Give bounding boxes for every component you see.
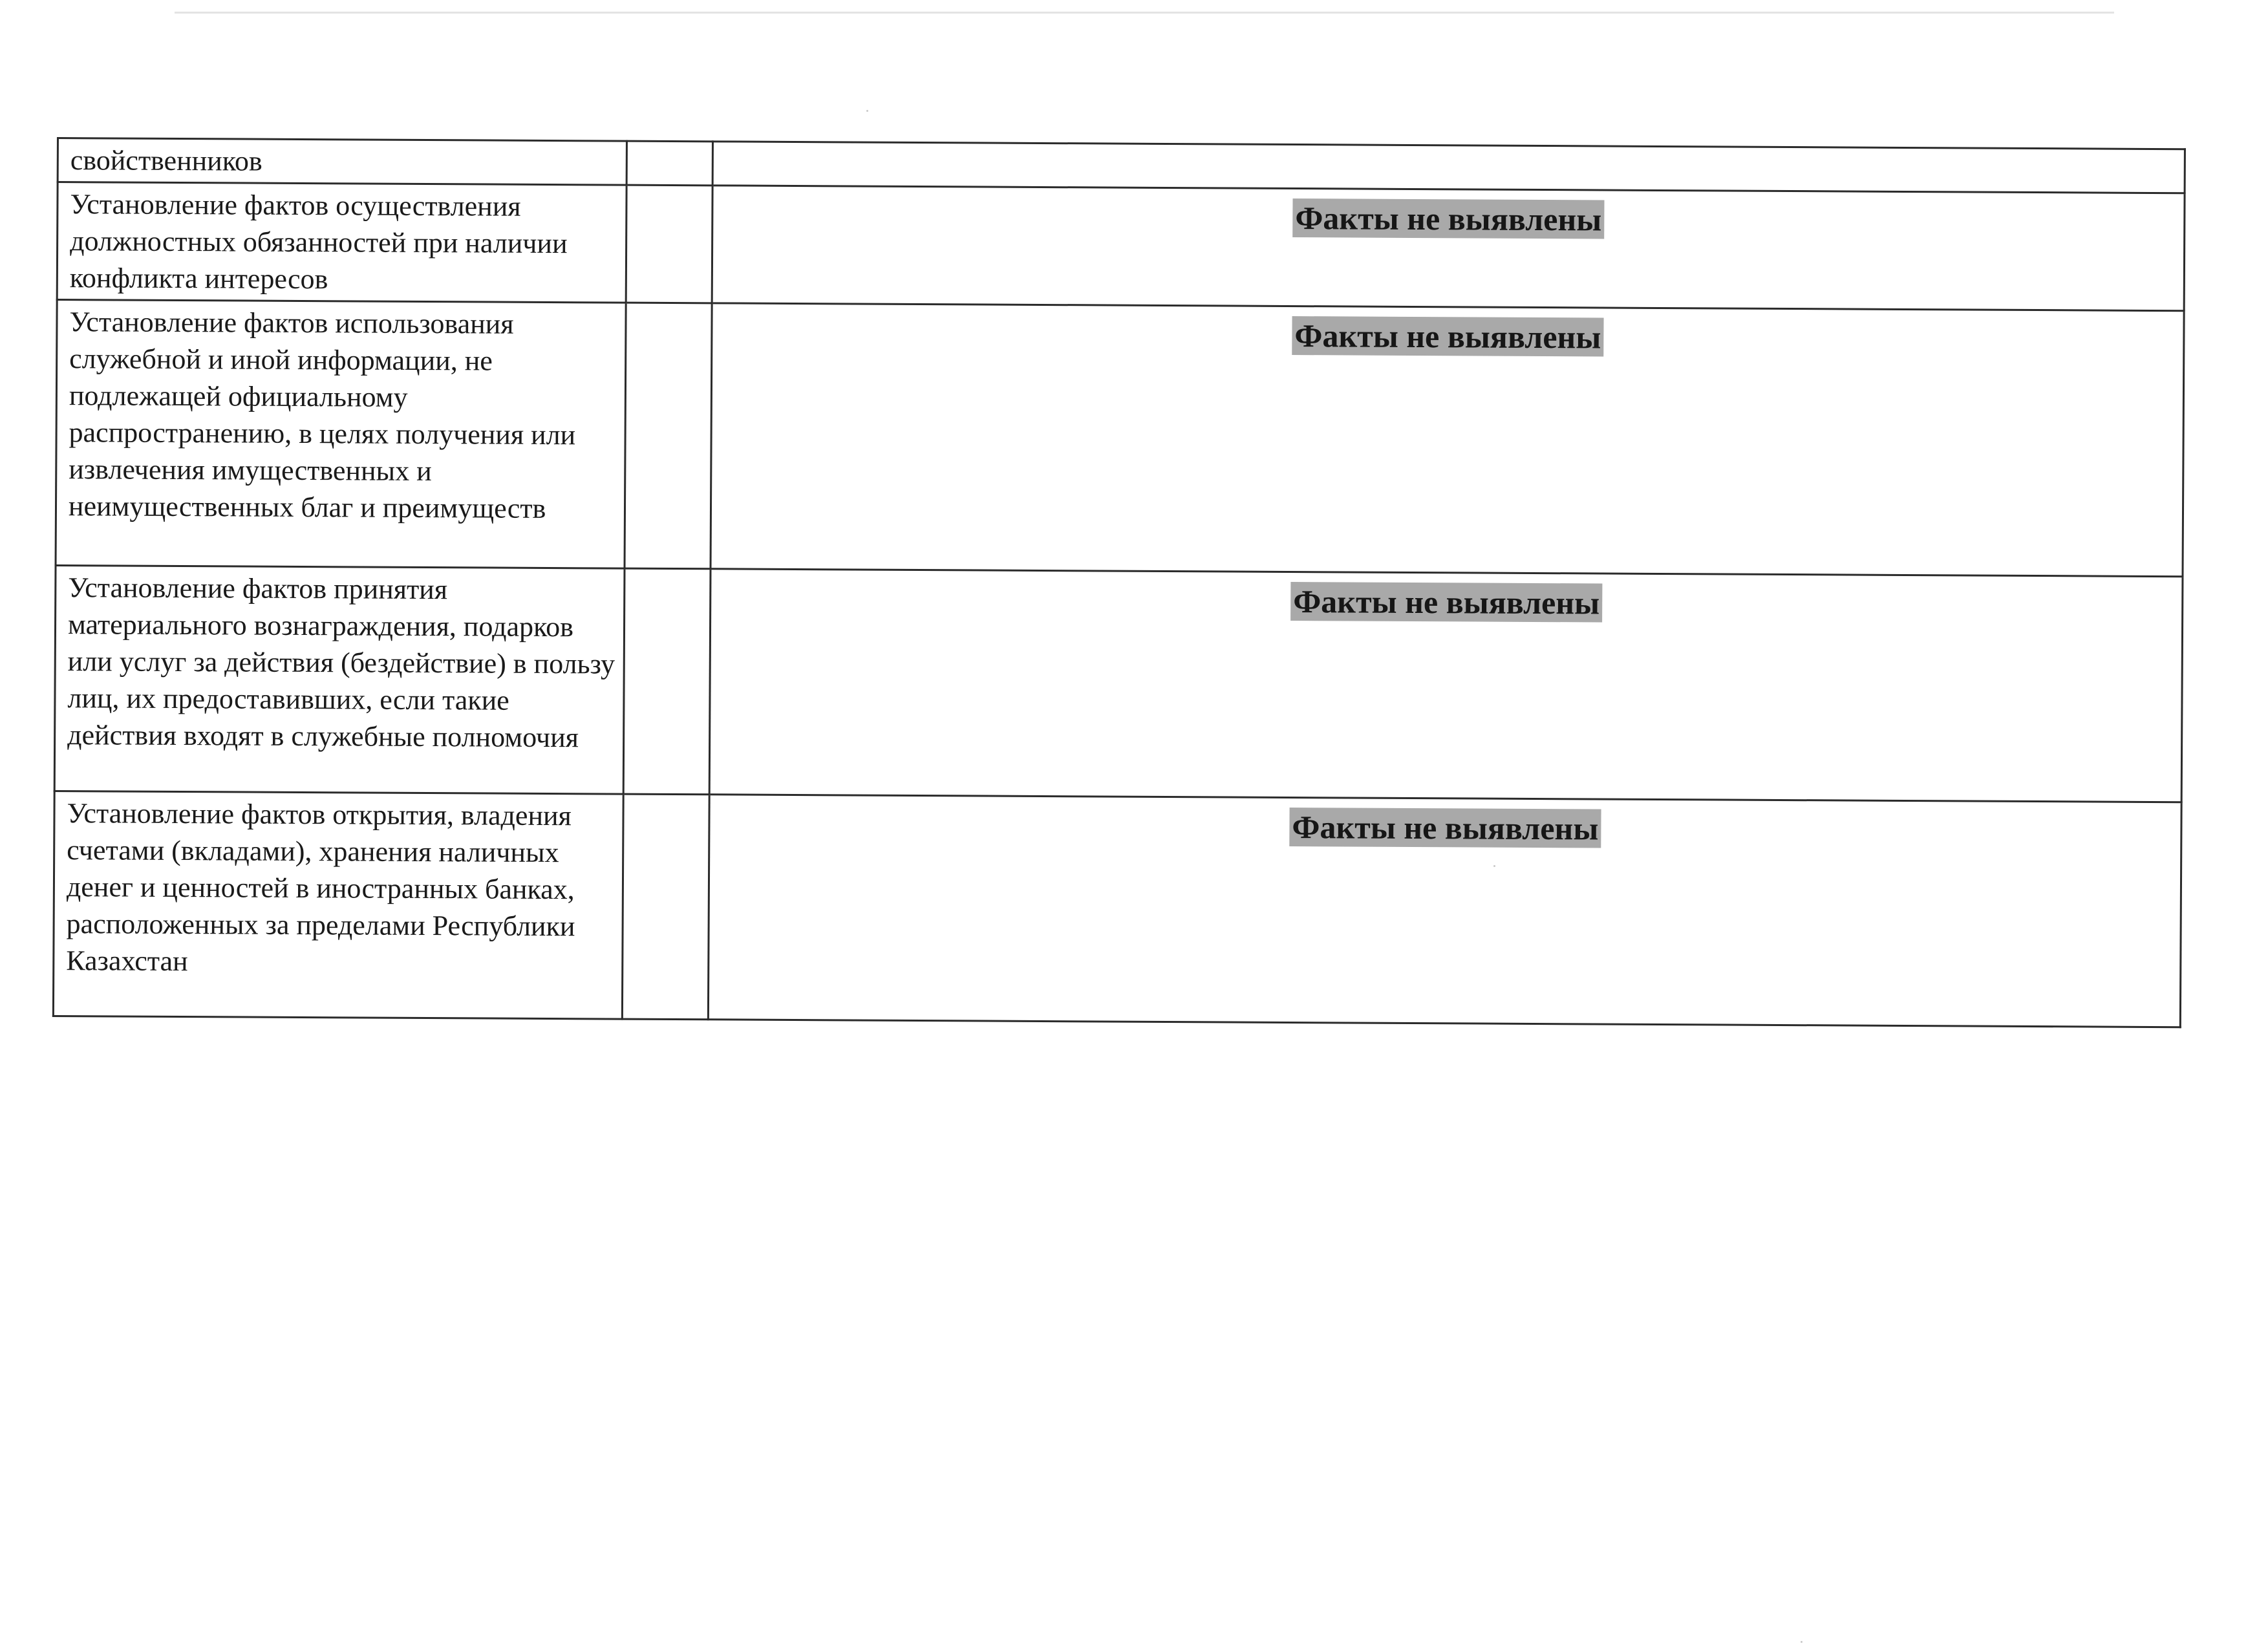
row-description: Установление фактов открытия, владения счетами (вкладами), хранения наличных денег и ценностей в иностранных банках, расположенных за пределами Республики Казахстан bbox=[53, 791, 623, 1019]
scan-speck bbox=[1801, 1641, 1803, 1643]
result-cell bbox=[712, 142, 2185, 193]
scan-edge bbox=[175, 12, 2114, 14]
row-description: свойственников bbox=[58, 138, 626, 186]
inspection-table bbox=[52, 137, 2186, 1028]
scan-speck bbox=[866, 110, 868, 112]
result-text: Факты не выявлены bbox=[1290, 582, 1602, 623]
table-row bbox=[56, 300, 2184, 577]
result-text: Факты не выявлены bbox=[1289, 808, 1601, 848]
result-cell bbox=[712, 186, 2185, 311]
row-description: Установление фактов использования служебной и иной информации, не подлежащей официальному распространению, в целях получения или извлечения имущественных и неимущественных благ и преимуществ bbox=[56, 300, 626, 569]
row-description: Установление фактов осуществления должностных обязанностей при наличии конфликта интересов bbox=[57, 182, 626, 303]
table-row bbox=[54, 565, 2183, 802]
empty-cell bbox=[626, 185, 712, 303]
result-cell bbox=[711, 303, 2184, 577]
table-row bbox=[53, 791, 2181, 1027]
empty-cell bbox=[623, 568, 711, 795]
empty-cell bbox=[626, 141, 712, 186]
empty-cell bbox=[622, 794, 709, 1020]
result-text: Факты не выявлены bbox=[1292, 198, 1604, 239]
scan-speck bbox=[1493, 865, 1495, 867]
row-description: Установление фактов принятия материального вознаграждения, подарков или услуг за действия (бездействие) в пользу лиц, их предоставивших, если такие действия входят в служебные полномочия bbox=[54, 565, 625, 794]
table-row bbox=[57, 182, 2185, 311]
result-cell bbox=[709, 569, 2183, 802]
empty-cell bbox=[625, 303, 712, 569]
result-cell bbox=[708, 795, 2181, 1027]
result-text: Факты не выявлены bbox=[1292, 316, 1603, 357]
